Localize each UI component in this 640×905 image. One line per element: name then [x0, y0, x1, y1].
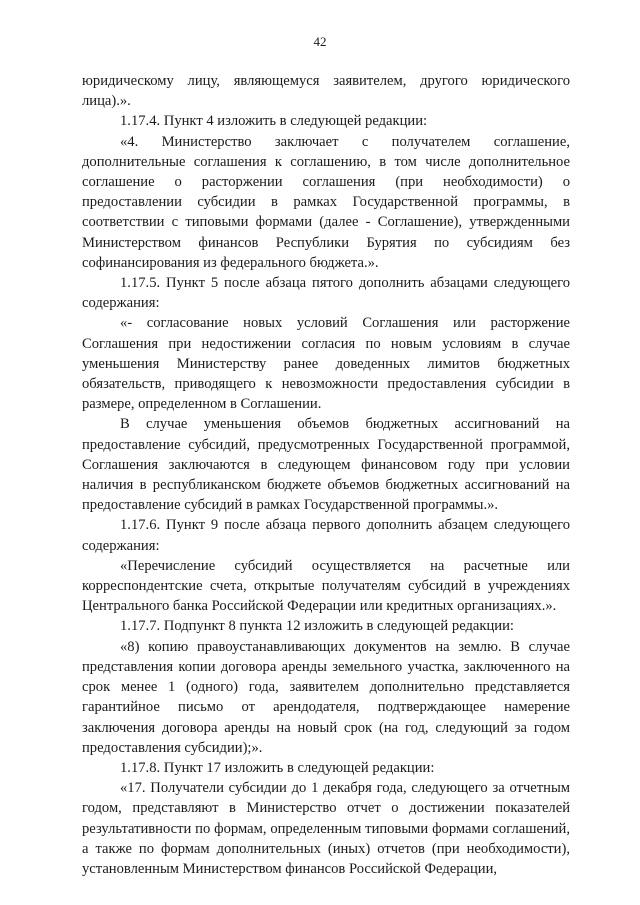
paragraph-clause-4: «4. Министерство заключает с получателем соглашение, дополнительные соглашения к соглашению, в том числе дополнительное соглашение о расторжении соглашения (при необходимости) о предоставлении субсидии в рамках Государственной программы, в соответствии с типовыми формами (далее - Соглашение), утвержденными Министерством финансов Республики Бурятия по субсидиям без софинансирования из федерального бюджета.».: [82, 133, 570, 271]
paragraph-clause-transfer: «Перечисление субсидий осуществляется на расчетные или корреспондентские счета, открытые получателям субсидий в учреждениях Центрального банка Российской Федерации или кредитных организациях.».: [82, 557, 570, 615]
paragraph-clause-8: «8) копию правоустанавливающих документов на землю. В случае представления копии договора аренды земельного участка, заключенного на срок менее 1 (одного) года, заявителем дополнительно представляется гарантийное письмо от арендодателя, подтверждающее намерение заключения договора аренды на новый срок (на год, следующий за годом предоставления субсидии);».: [82, 638, 570, 756]
paragraph-item-1-17-7: 1.17.7. Подпункт 8 пункта 12 изложить в следующей редакции:: [120, 618, 514, 635]
page-number: 42: [313, 34, 327, 49]
paragraph-item-1-17-4: 1.17.4. Пункт 4 изложить в следующей редакции:: [120, 113, 428, 130]
paragraph-clause-17: «17. Получатели субсидии до 1 декабря года, следующего за отчетным годом, представляют в Министерство отчет о достижении показателей результативности по формам, определенным типовыми формами соглашений, а также по формам дополнительных (иных) отчетов (при необходимости), установленным Министерством финансов Российской Федерации,: [82, 780, 570, 877]
paragraph-clause-budget-reduction: В случае уменьшения объемов бюджетных ассигнований на предоставление субсидий, предусмотренных Государственной программой, Соглашения заключаются в следующем финансовом году при условии наличия в республиканском бюджете объемов бюджетных ассигнований на предоставление субсидий в рамках Государственной программы.».: [82, 416, 570, 514]
paragraph-item-1-17-6: 1.17.6. Пункт 9 после абзаца первого дополнить абзацем следующего содержания:: [82, 517, 570, 554]
document-body: [82, 71, 570, 879]
paragraph-item-1-17-8: 1.17.8. Пункт 17 изложить в следующей редакции:: [120, 759, 435, 776]
paragraph-continuation: юридическому лицу, являющемуся заявителем, другого юридического лица).».: [82, 73, 570, 110]
paragraph-clause-agreement-terms: «- согласование новых условий Соглашения или расторжение Соглашения при недостижении согласия по новым условиям в случае уменьшения Министерству ранее доведенных лимитов бюджетных обязательств, приводящего к невозможности предоставления субсидии в размере, определенном в Соглашении.: [82, 315, 570, 413]
paragraph-item-1-17-5: 1.17.5. Пункт 5 после абзаца пятого дополнить абзацами следующего содержания:: [82, 275, 570, 312]
